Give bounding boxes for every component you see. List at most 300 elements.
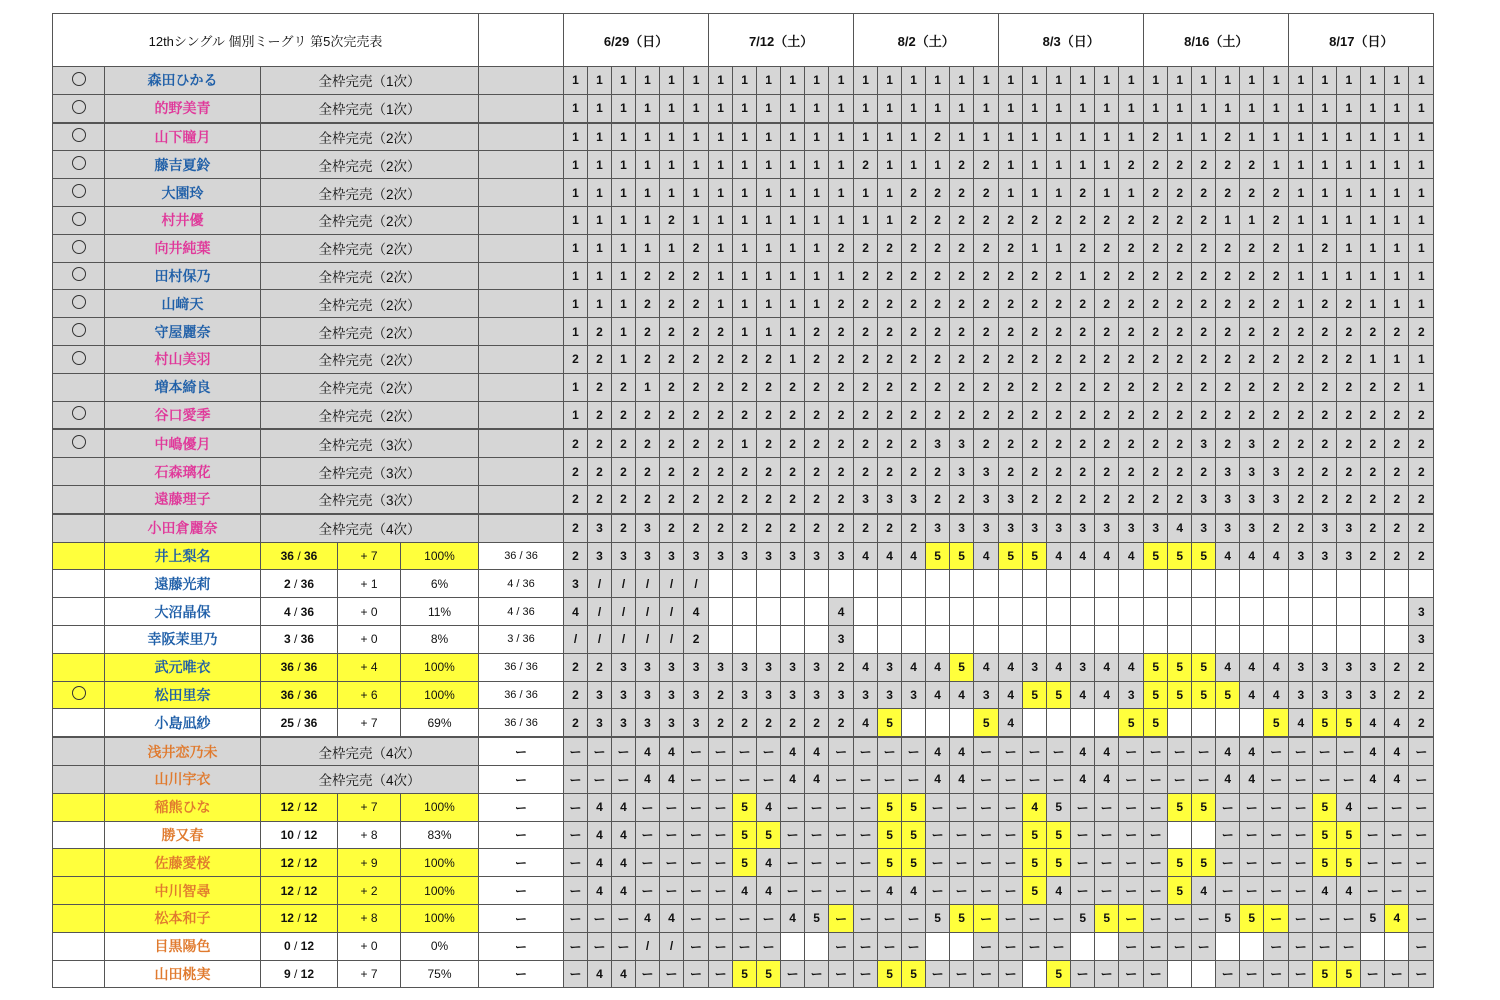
- slot-cell: [854, 570, 878, 598]
- slot-cell: 2: [1047, 401, 1071, 429]
- slot-cell: 3: [1144, 514, 1168, 542]
- slot-cell: 1: [805, 94, 829, 122]
- slot-cell: 1: [1385, 123, 1409, 151]
- slot-cell: 3: [974, 514, 999, 542]
- slot-cell: 2: [1385, 458, 1409, 486]
- separator: /: [293, 660, 304, 675]
- slot-cell: 2: [781, 514, 805, 542]
- slot-cell: ー: [1409, 737, 1434, 765]
- slot-cell: 3: [974, 485, 999, 513]
- slot-cell: 2: [709, 318, 733, 346]
- slot-cell: 2: [1119, 151, 1144, 179]
- slot-cell: 1: [612, 151, 636, 179]
- member-name: 中川智尋: [105, 877, 261, 905]
- slot-cell: 1: [757, 94, 781, 122]
- slot-cell: 2: [1264, 345, 1289, 373]
- slot-cell: 1: [564, 206, 588, 234]
- slot-cell: ー: [564, 932, 588, 960]
- slot-cell: 3: [612, 709, 636, 737]
- slot-cell: 4: [1047, 653, 1071, 681]
- slot-cell: 2: [612, 401, 636, 429]
- slot-cell: 5: [1361, 904, 1385, 932]
- slot-cell: ー: [902, 765, 926, 793]
- slot-cell: ー: [564, 877, 588, 905]
- slot-cell: ー: [1216, 821, 1240, 849]
- slot-cell: [878, 598, 902, 626]
- slot-cell: 2: [757, 345, 781, 373]
- slot-cell: ー: [1047, 737, 1071, 765]
- slot-cell: 4: [1047, 542, 1071, 570]
- slot-cell: 2: [999, 458, 1023, 486]
- slot-cell: ー: [974, 737, 999, 765]
- slot-cell: 2: [684, 234, 709, 262]
- circle-icon: [72, 267, 86, 281]
- slot-cell: 2: [1071, 318, 1095, 346]
- slot-cell: 4: [1071, 542, 1095, 570]
- slot-cell: 1: [1361, 290, 1385, 318]
- slot-cell: 1: [781, 151, 805, 179]
- slot-cell: 1: [588, 67, 612, 95]
- slot-cell: 2: [1313, 234, 1337, 262]
- slot-cell: 5: [1144, 681, 1168, 709]
- sold-delta: + 2: [338, 877, 401, 905]
- slot-cell: 1: [781, 123, 805, 151]
- slot-cell: 1: [612, 318, 636, 346]
- slot-cell: 5: [1047, 821, 1071, 849]
- favorite-mark: [53, 458, 105, 486]
- slot-cell: 2: [974, 234, 999, 262]
- slot-cell: 3: [950, 429, 974, 457]
- slot-cell: 2: [1023, 262, 1047, 290]
- slot-cell: ー: [999, 793, 1023, 821]
- sold-status: 全枠完売（2次）: [261, 179, 479, 207]
- slot-cell: 2: [1264, 429, 1289, 457]
- slot-cell: 2: [1361, 401, 1385, 429]
- slot-cell: 1: [1409, 151, 1434, 179]
- member-name: 守屋麗奈: [105, 318, 261, 346]
- slot-cell: 1: [757, 318, 781, 346]
- slot-cell: 1: [1361, 262, 1385, 290]
- slot-cell: ー: [1264, 793, 1289, 821]
- favorite-mark: [53, 904, 105, 932]
- slot-cell: 2: [564, 681, 588, 709]
- slot-cell: 2: [1119, 373, 1144, 401]
- slot-cell: ー: [902, 904, 926, 932]
- slot-cell: 2: [709, 373, 733, 401]
- slot-cell: 1: [709, 123, 733, 151]
- sold-number: 0: [283, 939, 291, 954]
- slot-cell: ー: [588, 932, 612, 960]
- slot-cell: 5: [1313, 849, 1337, 877]
- slot-cell: /: [564, 625, 588, 653]
- slot-cell: [1264, 570, 1289, 598]
- slot-cell: 2: [564, 458, 588, 486]
- slot-cell: ー: [1409, 793, 1434, 821]
- slot-cell: ー: [974, 849, 999, 877]
- slot-cell: 2: [781, 458, 805, 486]
- slot-cell: 5: [733, 849, 757, 877]
- member-name: 遠藤光莉: [105, 570, 261, 598]
- slot-cell: 1: [1289, 94, 1313, 122]
- date-header: 8/16（土）: [1144, 14, 1289, 67]
- slot-cell: [781, 932, 805, 960]
- slot-cell: 2: [902, 429, 926, 457]
- slot-cell: 2: [999, 206, 1023, 234]
- sold-number: 12: [280, 883, 294, 898]
- total-number: 12: [304, 855, 318, 870]
- separator: /: [290, 939, 301, 954]
- slot-cell: 2: [1095, 373, 1119, 401]
- slot-cell: 2: [999, 429, 1023, 457]
- slot-cell: ー: [878, 932, 902, 960]
- slot-cell: 2: [1240, 179, 1264, 207]
- slot-cell: 2: [1168, 234, 1192, 262]
- slot-cell: ー: [709, 932, 733, 960]
- slot-cell: 5: [1047, 849, 1071, 877]
- slot-cell: 4: [757, 849, 781, 877]
- slot-cell: 2: [660, 401, 684, 429]
- sold-percent: 100%: [401, 681, 479, 709]
- member-name: 向井純葉: [105, 234, 261, 262]
- slot-cell: 5: [950, 904, 974, 932]
- slot-cell: 2: [1264, 234, 1289, 262]
- slot-cell: 1: [1409, 345, 1434, 373]
- slot-cell: 5: [1168, 877, 1192, 905]
- slot-cell: 1: [1047, 234, 1071, 262]
- slot-cell: ー: [878, 765, 902, 793]
- slot-cell: ー: [660, 821, 684, 849]
- slot-cell: 1: [1095, 67, 1119, 95]
- slot-cell: ー: [636, 849, 660, 877]
- slot-cell: 2: [902, 401, 926, 429]
- slot-cell: 2: [564, 345, 588, 373]
- slot-cell: 1: [1337, 262, 1361, 290]
- slot-cell: ー: [1289, 932, 1313, 960]
- slot-cell: [1144, 598, 1168, 626]
- slot-cell: 4: [950, 765, 974, 793]
- slot-cell: ー: [1409, 849, 1434, 877]
- slot-cell: 2: [1144, 179, 1168, 207]
- sold-percent: 0%: [401, 932, 479, 960]
- slot-cell: 3: [660, 681, 684, 709]
- slot-cell: [950, 625, 974, 653]
- slot-cell: ー: [1240, 960, 1264, 988]
- slot-cell: ー: [1361, 960, 1385, 988]
- slot-cell: 2: [1216, 401, 1240, 429]
- sold-count: [261, 960, 338, 988]
- slot-cell: 4: [926, 681, 950, 709]
- slot-cell: 2: [902, 458, 926, 486]
- slot-cell: 3: [612, 653, 636, 681]
- separator: /: [290, 966, 301, 981]
- member-name: 佐藤愛桜: [105, 849, 261, 877]
- total-number: 36: [304, 715, 318, 730]
- slot-cell: 5: [1095, 904, 1119, 932]
- sales-table: [52, 13, 1434, 988]
- slot-cell: ー: [1289, 737, 1313, 765]
- slot-cell: 1: [1119, 179, 1144, 207]
- slot-cell: 2: [684, 345, 709, 373]
- slot-cell: 1: [757, 151, 781, 179]
- slot-cell: [757, 570, 781, 598]
- slot-cell: ー: [1337, 932, 1361, 960]
- circle-icon: [72, 351, 86, 365]
- favorite-mark: [53, 290, 105, 318]
- slot-cell: 4: [612, 877, 636, 905]
- slot-cell: 2: [1216, 290, 1240, 318]
- slot-cell: [1216, 570, 1240, 598]
- slot-cell: [950, 598, 974, 626]
- slot-cell: 2: [1240, 234, 1264, 262]
- slot-cell: 5: [902, 793, 926, 821]
- member-name: 的野美青: [105, 94, 261, 122]
- slot-cell: 1: [1313, 94, 1337, 122]
- slot-cell: [950, 932, 974, 960]
- slot-cell: 2: [1216, 373, 1240, 401]
- slot-cell: 3: [1409, 625, 1434, 653]
- slot-cell: 3: [636, 514, 660, 542]
- slot-cell: 2: [950, 485, 974, 513]
- slot-cell: [805, 570, 829, 598]
- slot-cell: 2: [1289, 514, 1313, 542]
- slot-cell: 2: [1095, 485, 1119, 513]
- slot-cell: [1361, 570, 1385, 598]
- sold-number: 4: [283, 604, 291, 619]
- slot-cell: 1: [1337, 67, 1361, 95]
- slot-cell: 5: [902, 821, 926, 849]
- slot-cell: 2: [1385, 681, 1409, 709]
- slot-cell: 5: [1216, 904, 1240, 932]
- member-name: 石森璃花: [105, 458, 261, 486]
- member-name: 山川宇衣: [105, 765, 261, 793]
- slot-cell: 5: [1264, 709, 1289, 737]
- slot-cell: 2: [1385, 653, 1409, 681]
- slot-cell: 3: [684, 542, 709, 570]
- slot-cell: 1: [950, 94, 974, 122]
- sold-status: 全枠完売（4次）: [261, 514, 479, 542]
- slot-cell: 4: [1071, 737, 1095, 765]
- previous-count: ー: [479, 765, 564, 793]
- slot-cell: 2: [709, 681, 733, 709]
- slot-cell: 2: [1144, 318, 1168, 346]
- slot-cell: ー: [636, 821, 660, 849]
- slot-cell: [1240, 625, 1264, 653]
- slot-cell: 3: [660, 709, 684, 737]
- slot-cell: 2: [757, 485, 781, 513]
- slot-cell: 5: [733, 960, 757, 988]
- slot-cell: 1: [709, 67, 733, 95]
- slot-cell: 3: [636, 681, 660, 709]
- slot-cell: ー: [1095, 821, 1119, 849]
- slot-cell: 1: [1168, 67, 1192, 95]
- slot-cell: 2: [854, 514, 878, 542]
- slot-cell: ー: [684, 960, 709, 988]
- slot-cell: ー: [636, 877, 660, 905]
- slot-cell: 2: [974, 401, 999, 429]
- slot-cell: 1: [878, 179, 902, 207]
- slot-cell: 2: [1047, 458, 1071, 486]
- slot-cell: 5: [1023, 542, 1047, 570]
- slot-cell: 1: [1289, 67, 1313, 95]
- sold-delta: + 7: [338, 542, 401, 570]
- slot-cell: 1: [878, 94, 902, 122]
- slot-cell: 2: [1095, 262, 1119, 290]
- slot-cell: 4: [733, 877, 757, 905]
- slot-cell: 2: [781, 709, 805, 737]
- slot-cell: ー: [1216, 849, 1240, 877]
- slot-cell: 2: [564, 514, 588, 542]
- slot-cell: 1: [1240, 94, 1264, 122]
- slot-cell: 3: [588, 681, 612, 709]
- slot-cell: 4: [878, 542, 902, 570]
- slot-cell: 3: [660, 542, 684, 570]
- slot-cell: 4: [781, 765, 805, 793]
- slot-cell: 4: [1240, 681, 1264, 709]
- slot-cell: 3: [636, 709, 660, 737]
- slot-cell: 3: [1289, 542, 1313, 570]
- previous-count: [479, 485, 564, 513]
- slot-cell: ー: [781, 793, 805, 821]
- slot-cell: 5: [1313, 709, 1337, 737]
- slot-cell: 2: [1168, 373, 1192, 401]
- slot-cell: 2: [974, 262, 999, 290]
- slot-cell: [878, 570, 902, 598]
- slot-cell: 2: [1313, 401, 1337, 429]
- slot-cell: 2: [636, 401, 660, 429]
- slot-cell: 4: [636, 765, 660, 793]
- slot-cell: ー: [588, 737, 612, 765]
- slot-cell: ー: [660, 793, 684, 821]
- slot-cell: 4: [588, 849, 612, 877]
- previous-count: [479, 429, 564, 457]
- favorite-mark: [53, 765, 105, 793]
- slot-cell: ー: [1385, 877, 1409, 905]
- slot-cell: ー: [709, 960, 733, 988]
- slot-cell: 4: [1240, 653, 1264, 681]
- slot-cell: 3: [902, 485, 926, 513]
- slot-cell: 2: [926, 401, 950, 429]
- slot-cell: 2: [854, 345, 878, 373]
- slot-cell: 2: [564, 429, 588, 457]
- favorite-mark: [53, 485, 105, 513]
- slot-cell: 2: [805, 709, 829, 737]
- sold-number: 36: [280, 660, 294, 675]
- slot-cell: 3: [684, 709, 709, 737]
- slot-cell: [1144, 625, 1168, 653]
- slot-cell: 2: [588, 345, 612, 373]
- slot-cell: [1361, 625, 1385, 653]
- slot-cell: 1: [1409, 206, 1434, 234]
- sold-count: [261, 681, 338, 709]
- slot-cell: 3: [1289, 681, 1313, 709]
- slot-cell: 1: [588, 262, 612, 290]
- slot-cell: 3: [878, 653, 902, 681]
- slot-cell: 1: [733, 234, 757, 262]
- slot-cell: 1: [878, 67, 902, 95]
- slot-cell: 2: [805, 458, 829, 486]
- slot-cell: 2: [1047, 318, 1071, 346]
- separator: /: [290, 576, 301, 591]
- slot-cell: 3: [950, 458, 974, 486]
- favorite-mark: [53, 932, 105, 960]
- slot-cell: ー: [1144, 932, 1168, 960]
- slot-cell: 4: [974, 653, 999, 681]
- slot-cell: [781, 570, 805, 598]
- slot-cell: [1289, 570, 1313, 598]
- slot-cell: 2: [1361, 318, 1385, 346]
- sold-status: 全枠完売（2次）: [261, 151, 479, 179]
- slot-cell: 2: [660, 262, 684, 290]
- member-name: 松本和子: [105, 904, 261, 932]
- slot-cell: 1: [829, 262, 854, 290]
- slot-cell: 5: [999, 542, 1023, 570]
- slot-cell: ー: [684, 849, 709, 877]
- slot-cell: 2: [1409, 653, 1434, 681]
- separator: /: [293, 687, 304, 702]
- slot-cell: 2: [1192, 179, 1216, 207]
- slot-cell: 1: [1192, 67, 1216, 95]
- slot-cell: 4: [1071, 765, 1095, 793]
- slot-cell: 2: [805, 373, 829, 401]
- slot-cell: 3: [1264, 485, 1289, 513]
- slot-cell: 2: [1240, 345, 1264, 373]
- slot-cell: 1: [1095, 151, 1119, 179]
- member-name: 森田ひかる: [105, 67, 261, 95]
- slot-cell: 1: [684, 179, 709, 207]
- slot-cell: 4: [950, 681, 974, 709]
- slot-cell: 2: [1385, 514, 1409, 542]
- slot-cell: ー: [1047, 932, 1071, 960]
- slot-cell: 2: [588, 653, 612, 681]
- slot-cell: 3: [660, 653, 684, 681]
- slot-cell: ー: [999, 960, 1023, 988]
- slot-cell: 1: [588, 206, 612, 234]
- sold-percent: 100%: [401, 849, 479, 877]
- slot-cell: 5: [1144, 542, 1168, 570]
- slot-cell: 2: [999, 290, 1023, 318]
- slot-cell: 2: [757, 514, 781, 542]
- slot-cell: 2: [1264, 179, 1289, 207]
- slot-cell: 1: [1385, 94, 1409, 122]
- slot-cell: 1: [902, 67, 926, 95]
- date-header: 7/12（土）: [709, 14, 854, 67]
- slot-cell: 1: [950, 67, 974, 95]
- slot-cell: [1095, 598, 1119, 626]
- slot-cell: 2: [854, 318, 878, 346]
- slot-cell: 2: [636, 458, 660, 486]
- previous-count: [479, 373, 564, 401]
- slot-cell: 5: [1023, 877, 1047, 905]
- sold-count: [261, 570, 338, 598]
- slot-cell: 2: [902, 206, 926, 234]
- slot-cell: 3: [854, 485, 878, 513]
- slot-cell: 1: [564, 262, 588, 290]
- sold-count: [261, 877, 338, 905]
- slot-cell: ー: [829, 904, 854, 932]
- slot-cell: ー: [950, 793, 974, 821]
- circle-icon: [72, 240, 86, 254]
- slot-cell: 1: [612, 345, 636, 373]
- slot-cell: 1: [564, 123, 588, 151]
- slot-cell: 1: [1023, 151, 1047, 179]
- slot-cell: 2: [588, 401, 612, 429]
- slot-cell: 2: [854, 429, 878, 457]
- slot-cell: 2: [999, 234, 1023, 262]
- slot-cell: 5: [902, 849, 926, 877]
- slot-cell: ー: [757, 765, 781, 793]
- slot-cell: 2: [878, 290, 902, 318]
- slot-cell: ー: [829, 877, 854, 905]
